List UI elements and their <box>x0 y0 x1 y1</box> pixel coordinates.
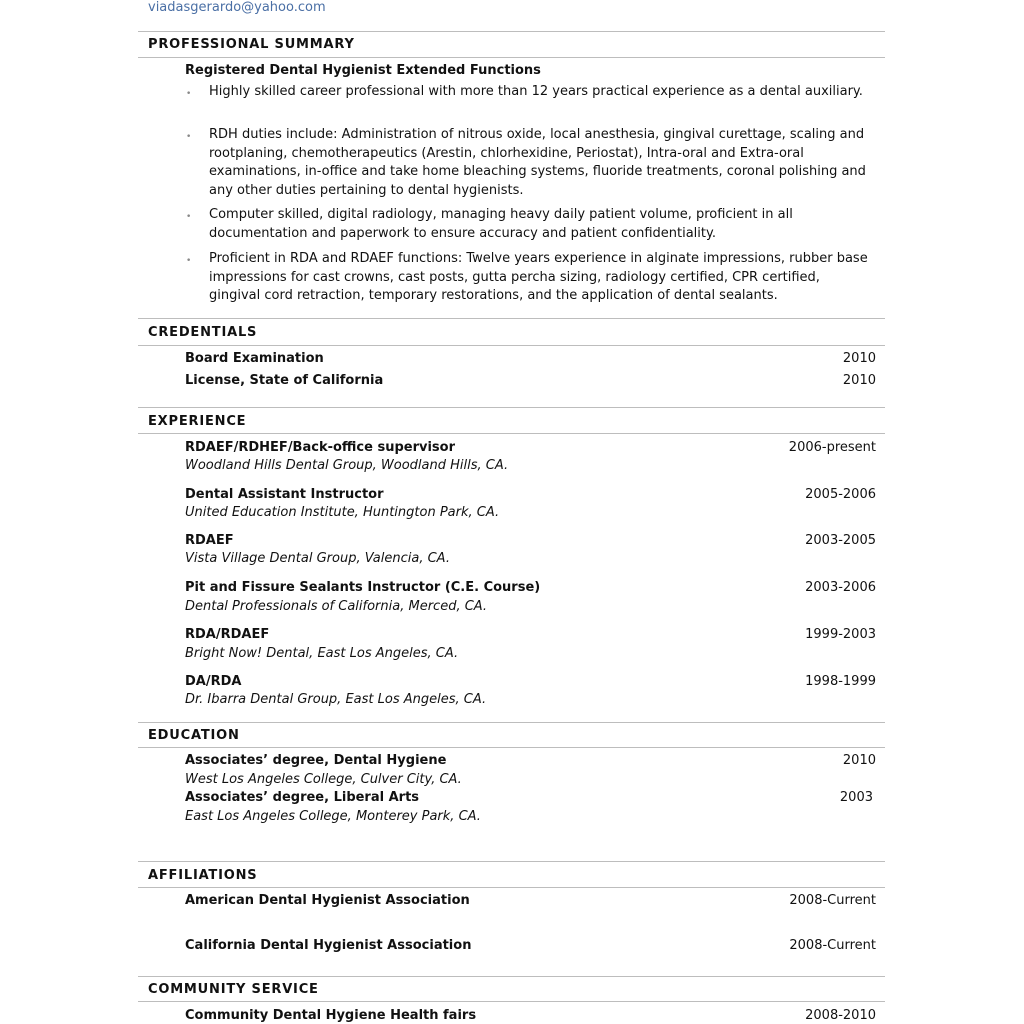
education-degree: Associates’ degree, Dental Hygiene <box>185 753 447 768</box>
education-school: West Los Angeles College, Culver City, CA. <box>185 772 462 787</box>
affiliation-name: California Dental Hygienist Association <box>185 938 472 953</box>
divider <box>138 861 885 862</box>
job-dates: 2005-2006 <box>805 487 876 502</box>
job-dates: 1998-1999 <box>805 674 876 689</box>
credential-year: 2010 <box>842 373 876 388</box>
job-title: RDAEF <box>185 533 234 548</box>
section-title-credentials: CREDENTIALS <box>148 325 258 340</box>
education-year: 2010 <box>842 753 876 768</box>
bullet-icon: • <box>186 89 192 99</box>
community-activity: Community Dental Hygiene Health fairs <box>185 1008 477 1023</box>
divider <box>138 318 885 319</box>
credential-title: License, State of California <box>185 373 384 388</box>
affiliation-name: American Dental Hygienist Association <box>185 893 470 908</box>
section-title-experience: EXPERIENCE <box>148 414 247 429</box>
summary-bullet: RDH duties include: Administration of nitrous oxide, local anesthesia, gingival curettage, scaling and rootplaning, chemotherapeutics (Arestin, chlorhexidine, Periostat), Intra-oral and Extra-oral examinations, in-office and take home bleaching systems, fluoride treatments, coronal polishing and any other duties pertaining to dental hygienists. <box>209 127 866 198</box>
divider <box>138 887 885 888</box>
divider <box>138 433 885 434</box>
affiliation-dates: 2008-Current <box>789 938 876 953</box>
bullet-icon: • <box>186 256 192 266</box>
job-dates: 2003-2005 <box>805 533 876 548</box>
credential-year: 2010 <box>842 351 876 366</box>
summary-headline: Registered Dental Hygienist Extended Functions <box>185 63 541 78</box>
education-year: 2003 <box>839 790 873 805</box>
job-title: RDAEF/RDHEF/Back-office supervisor <box>185 440 456 455</box>
divider <box>138 976 885 977</box>
job-dates: 1999-2003 <box>805 627 876 642</box>
job-organization: United Education Institute, Huntington Park, CA. <box>185 505 500 520</box>
job-organization: Vista Village Dental Group, Valencia, CA. <box>185 551 450 566</box>
summary-bullet: Highly skilled career professional with more than 12 years practical experience as a dental auxiliary. <box>209 84 863 99</box>
divider <box>138 345 885 346</box>
community-dates: 2008-2010 <box>805 1008 876 1023</box>
job-dates: 2006-present <box>788 440 876 455</box>
section-title-education: EDUCATION <box>148 728 240 743</box>
education-degree: Associates’ degree, Liberal Arts <box>185 790 420 805</box>
job-title: Dental Assistant Instructor <box>185 487 384 502</box>
job-organization: Dr. Ibarra Dental Group, East Los Angeles, CA. <box>185 692 487 707</box>
summary-bullet: Proficient in RDA and RDAEF functions: Twelve years experience in alginate impressions, rubber base impressions for cast crowns, cast posts, gutta percha sizing, radiology certified, CPR certified, gingival cord retraction, temporary restorations, and the application of dental sealants. <box>209 251 868 303</box>
bullet-icon: • <box>186 212 192 222</box>
job-dates: 2003-2006 <box>805 580 876 595</box>
job-title: RDA/RDAEF <box>185 627 270 642</box>
affiliation-dates: 2008-Current <box>789 893 876 908</box>
divider <box>138 407 885 408</box>
divider <box>138 31 885 32</box>
summary-bullet: Computer skilled, digital radiology, managing heavy daily patient volume, proficient in all documentation and paperwork to ensure accuracy and patient confidentiality. <box>209 207 793 241</box>
divider <box>138 722 885 723</box>
job-title: Pit and Fissure Sealants Instructor (C.E. Course) <box>185 580 541 595</box>
divider <box>138 57 885 58</box>
section-title-community: COMMUNITY SERVICE <box>148 982 319 997</box>
section-title-summary: PROFESSIONAL SUMMARY <box>148 37 355 52</box>
section-title-affiliations: AFFILIATIONS <box>148 868 258 883</box>
credential-title: Board Examination <box>185 351 324 366</box>
job-title: DA/RDA <box>185 674 242 689</box>
contact-email[interactable]: viadasgerardo@yahoo.com <box>148 0 326 15</box>
job-organization: Woodland Hills Dental Group, Woodland Hills, CA. <box>185 458 509 473</box>
job-organization: Dental Professionals of California, Merced, CA. <box>185 599 488 614</box>
education-school: East Los Angeles College, Monterey Park, CA. <box>185 809 481 824</box>
divider <box>138 747 885 748</box>
bullet-icon: • <box>186 132 192 142</box>
divider <box>138 1001 885 1002</box>
job-organization: Bright Now! Dental, East Los Angeles, CA. <box>185 646 459 661</box>
